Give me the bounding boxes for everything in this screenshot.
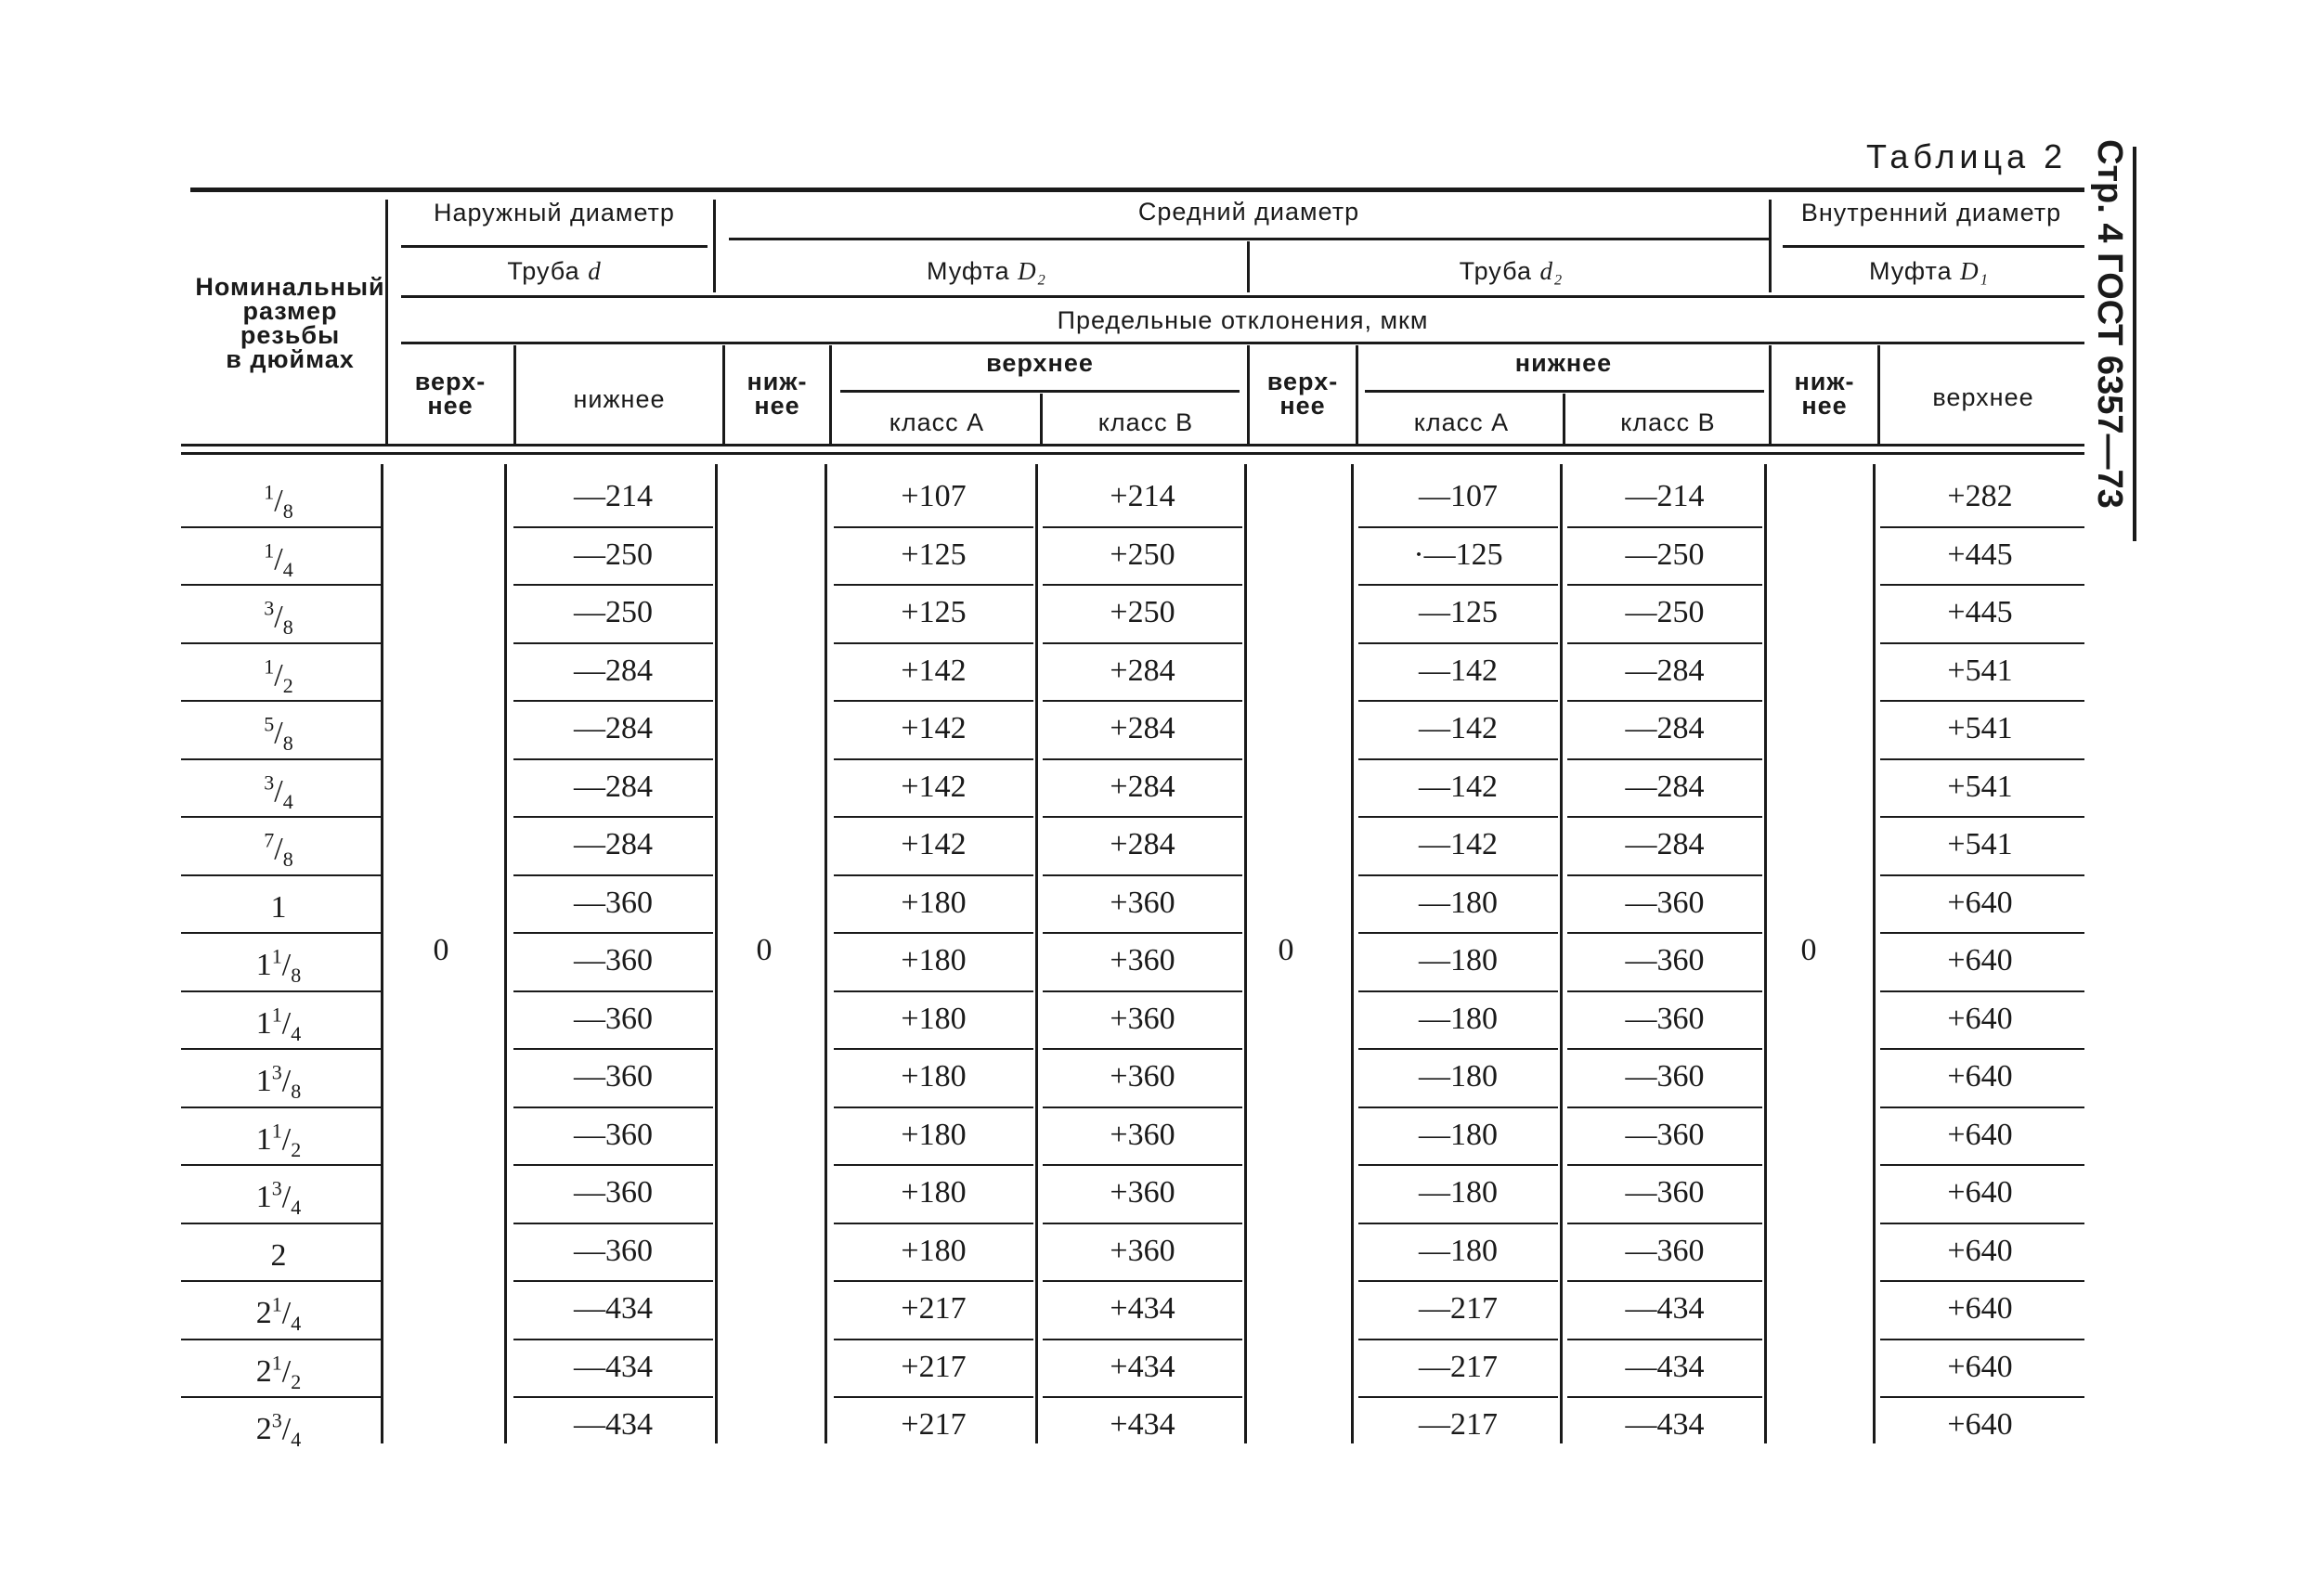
size-denominator: 4 (291, 1311, 302, 1335)
size-numerator: 3 (271, 1060, 282, 1084)
size-slash: / (281, 1296, 292, 1330)
cell-D2-b: +284 (1110, 711, 1175, 745)
cell-d2-b: —284 (1625, 827, 1705, 861)
vrule-h2 (722, 345, 725, 444)
cell-d2-a: —125 (1419, 595, 1498, 629)
cell-D1-upper: +640 (1947, 885, 2013, 920)
size-slash: / (281, 1180, 292, 1214)
cell-d2-a: —142 (1419, 711, 1498, 745)
size-slash: / (274, 773, 283, 809)
cell-d2-b: —434 (1625, 1407, 1705, 1442)
cell-D2-a: +125 (901, 537, 967, 572)
cell-d-lower: —214 (574, 479, 653, 513)
size-slash: / (274, 832, 283, 866)
vrule-b8 (1560, 464, 1563, 1443)
thread-size-cell (186, 589, 371, 645)
cell-D2-a: +142 (901, 711, 967, 745)
coupling-D2-lower-header (727, 369, 827, 418)
size-numerator: 7 (264, 828, 275, 852)
cell-D2-a: +180 (901, 885, 967, 920)
thread-size-cell (186, 648, 371, 704)
cell-d2-a: —180 (1419, 1175, 1498, 1210)
upper-hyph-2: нее (427, 392, 474, 420)
size-integer: 1 (255, 1005, 272, 1041)
size-numerator: 3 (264, 770, 275, 795)
cell-d2-a: —142 (1419, 769, 1498, 804)
cell-d2-b: —284 (1625, 769, 1705, 804)
cell-D1-upper: +640 (1947, 943, 2013, 977)
cell-d2-b: —284 (1625, 653, 1705, 688)
cell-D2-a: +125 (901, 595, 967, 629)
rule-lower-a (1365, 390, 1764, 393)
vrule-outer-middle (713, 200, 716, 292)
cell-d-lower: —360 (574, 1175, 653, 1210)
cell-D2-a: +180 (901, 1233, 967, 1268)
cell-D2-a: +180 (901, 1175, 967, 1210)
coupling-D1-lower-value: 0 (1800, 933, 1817, 967)
pipe-d-upper-value: 0 (433, 933, 449, 967)
size-numerator: 1 (264, 480, 275, 504)
size-slash: / (274, 484, 283, 518)
cell-D2-a: +180 (901, 943, 967, 977)
vrule-h9 (1877, 345, 1880, 444)
cell-D2-a: +217 (901, 1407, 967, 1442)
cell-d-lower: —360 (574, 1233, 653, 1268)
coupling-D2-upper-header: верхнее (986, 349, 1094, 377)
vrule-h5 (1247, 345, 1250, 444)
cell-D2-b: +360 (1110, 1001, 1175, 1036)
coupling-D2-label: Муфта (926, 257, 1010, 285)
pipe-d2-header (1253, 257, 1769, 285)
size-integer: 1 (255, 948, 272, 982)
vrule-b4 (824, 464, 827, 1443)
pipe-d2-lower-header: нижнее (1514, 349, 1613, 377)
cell-D1-upper: +640 (1947, 1291, 2013, 1326)
cell-D1-upper: +640 (1947, 1001, 2013, 1036)
vrule-h4 (1040, 394, 1043, 444)
cell-D1-upper: +541 (1947, 769, 2013, 804)
cell-D1-upper: +445 (1947, 537, 2013, 572)
lower-hyph-2b: нее (1801, 392, 1848, 420)
size-slash: / (281, 948, 292, 982)
cell-D1-upper: +640 (1947, 1233, 2013, 1268)
row-rule (181, 1107, 381, 1108)
vrule-middle-inner (1769, 200, 1772, 292)
cell-d2-a: —217 (1419, 1349, 1498, 1384)
coupling-D1-upper-header: верхнее (1932, 383, 2034, 411)
row-rule (181, 584, 381, 586)
size-numerator: 1 (271, 1003, 282, 1027)
size-numerator: 1 (264, 654, 275, 679)
cell-d2-b: —360 (1625, 943, 1705, 977)
size-numerator: 1 (271, 1292, 282, 1316)
vrule-b5 (1035, 464, 1038, 1443)
cell-D2-a: +180 (901, 1001, 967, 1036)
cell-D2-a: +107 (901, 479, 967, 513)
size-denominator: 8 (291, 963, 302, 987)
size-numerator: 1 (271, 944, 282, 968)
lower-hyph-2: нее (754, 392, 800, 420)
size-numerator: 1 (264, 538, 275, 563)
thread-size-cell (186, 1170, 371, 1225)
size-slash: / (281, 1005, 292, 1041)
cell-d2-b: —284 (1625, 711, 1705, 745)
size-slash: / (274, 600, 283, 634)
size-slash: / (274, 541, 283, 576)
row-rule (181, 526, 381, 528)
cell-d-lower: —434 (574, 1291, 653, 1326)
cell-d2-a: —180 (1419, 1233, 1498, 1268)
row-rule (181, 1048, 381, 1050)
size-integer: 2 (255, 1353, 272, 1389)
pipe-d-label: Труба (507, 257, 580, 285)
size-numerator: 5 (264, 712, 275, 736)
thread-size-cell (186, 1344, 371, 1400)
size-slash: / (281, 1121, 292, 1157)
cell-d2-b: —360 (1625, 1059, 1705, 1094)
coupling-D2-header (729, 257, 1244, 285)
size-denominator: 8 (282, 498, 293, 523)
cell-d2-b: —434 (1625, 1349, 1705, 1384)
header-bottom-rule-2 (181, 452, 2084, 455)
top-rule (190, 188, 2084, 192)
size-numerator: 3 (264, 596, 275, 620)
upper-hyph-1: верх- (414, 368, 487, 395)
cell-D1-upper: +640 (1947, 1175, 2013, 1210)
rule-middle-diameter (729, 238, 1769, 240)
cell-D2-a: +217 (901, 1349, 967, 1384)
pipe-d-lower-header: нижнее (573, 385, 666, 413)
cell-D1-upper: +541 (1947, 827, 2013, 861)
rule-outer-diameter (401, 245, 708, 248)
cell-d2-b: —360 (1625, 1001, 1705, 1036)
vrule-h3 (829, 345, 832, 444)
cell-D2-a: +142 (901, 653, 967, 688)
coupling-D1-lower-header (1773, 369, 1876, 418)
row-rule (181, 1223, 381, 1224)
cell-d-lower: —250 (574, 537, 653, 572)
cell-d-lower: —360 (574, 1059, 653, 1094)
cell-d-lower: —360 (574, 885, 653, 920)
size-denominator: 8 (291, 1079, 302, 1103)
row-rule (181, 816, 381, 818)
cell-D1-upper: +541 (1947, 711, 2013, 745)
cell-D2-a: +180 (901, 1059, 967, 1094)
cell-d-lower: —434 (574, 1349, 653, 1384)
size-numerator: 1 (271, 1119, 282, 1143)
size-numerator: 3 (271, 1176, 282, 1200)
cell-D2-b: +434 (1110, 1349, 1175, 1384)
size-integer: 1 (270, 889, 287, 925)
size-integer: 2 (255, 1412, 272, 1446)
cell-d2-a: —217 (1419, 1291, 1498, 1326)
cell-d2-a: —107 (1419, 479, 1498, 513)
cell-d2-a: —180 (1419, 1117, 1498, 1152)
size-denominator: 4 (291, 1021, 302, 1045)
rule-inner-diameter (1783, 245, 2084, 248)
thread-size-cell (186, 938, 371, 993)
vrule-b6 (1244, 464, 1247, 1443)
vrule-h8 (1769, 345, 1772, 444)
vrule-b1 (381, 464, 383, 1443)
rule-upper-a (840, 390, 1240, 393)
row-rule (181, 874, 381, 876)
cell-d-lower: —284 (574, 653, 653, 688)
cell-d2-b: —360 (1625, 1233, 1705, 1268)
row-rule (181, 1280, 381, 1282)
row-rule (181, 700, 381, 702)
row-rule (181, 758, 381, 760)
size-denominator: 2 (282, 673, 293, 697)
inner-diameter-header: Внутренний диаметр (1800, 199, 2062, 226)
size-slash: / (281, 1353, 292, 1389)
vrule-b9 (1764, 464, 1767, 1443)
size-denominator: 4 (282, 789, 293, 813)
rule-deviations (401, 342, 2084, 344)
pipe-d2-upper-value: 0 (1278, 933, 1294, 967)
size-denominator: 4 (282, 557, 293, 581)
size-denominator: 2 (291, 1137, 302, 1161)
pipe-d-var: d (588, 257, 602, 285)
cell-d-lower: —360 (574, 1117, 653, 1152)
vrule-h7 (1563, 394, 1565, 444)
nominal-line-4: в дюймах (226, 345, 355, 373)
cell-d2-b: —434 (1625, 1291, 1705, 1326)
vrule-h1 (513, 345, 516, 444)
cell-D1-upper: +640 (1947, 1117, 2013, 1152)
cell-D2-b: +250 (1110, 537, 1175, 572)
cell-d2-a: —180 (1419, 885, 1498, 920)
size-denominator: 8 (282, 847, 293, 871)
pipe-d2-label: Труба (1459, 257, 1532, 285)
cell-d-lower: —360 (574, 1001, 653, 1036)
row-rule (181, 990, 381, 992)
thread-size-cell (186, 880, 371, 936)
thread-size-cell (186, 705, 371, 761)
vrule-b7 (1351, 464, 1354, 1443)
coupling-D2-class-b: класс В (1097, 408, 1194, 436)
thread-size-cell (186, 532, 371, 588)
cell-d2-b: —360 (1625, 1175, 1705, 1210)
cell-D2-a: +217 (901, 1291, 967, 1326)
size-numerator: 1 (271, 1351, 282, 1375)
cell-D1-upper: +445 (1947, 595, 2013, 629)
row-rule (181, 932, 381, 934)
cell-D1-upper: +282 (1947, 479, 2013, 513)
cell-D2-b: +360 (1110, 1175, 1175, 1210)
cell-d2-b: —250 (1625, 595, 1705, 629)
row-rule (181, 1339, 381, 1340)
thread-size-cell (186, 473, 371, 529)
size-slash: / (281, 1412, 292, 1446)
size-integer: 2 (255, 1296, 272, 1330)
thread-size-cell (186, 822, 371, 877)
vrule-b3 (715, 464, 718, 1443)
cell-d2-a: —180 (1419, 943, 1498, 977)
cell-d-lower: —284 (574, 827, 653, 861)
cell-d2-b: —360 (1625, 885, 1705, 920)
vrule-b2 (504, 464, 507, 1443)
size-integer: 1 (255, 1121, 272, 1157)
nominal-line-3: резьбы (240, 321, 341, 349)
pipe-d-upper-header (390, 369, 511, 418)
pipe-d2-upper-header (1252, 369, 1354, 418)
size-slash: / (281, 1064, 292, 1098)
size-denominator: 4 (291, 1195, 302, 1219)
size-denominator: 4 (291, 1427, 302, 1451)
rule-subheaders (401, 295, 2084, 298)
vrule-h6 (1356, 345, 1358, 444)
cell-D2-b: +360 (1110, 1059, 1175, 1094)
cell-d2-a: —142 (1419, 827, 1498, 861)
thread-size-cell (186, 1286, 371, 1341)
coupling-D2-lower-value: 0 (756, 933, 773, 967)
cell-d2-a: —180 (1419, 1059, 1498, 1094)
thread-size-cell (186, 1054, 371, 1109)
thread-size-cell (186, 1402, 371, 1457)
cell-D1-upper: +541 (1947, 653, 2013, 688)
cell-d2-a: —180 (1419, 1001, 1498, 1036)
cell-d-lower: —284 (574, 769, 653, 804)
coupling-D2-class-a: класс А (889, 408, 985, 436)
size-denominator: 8 (282, 731, 293, 755)
cell-d2-b: —250 (1625, 537, 1705, 572)
pipe-d2-class-b: класс В (1620, 408, 1716, 436)
thread-size-cell (186, 764, 371, 820)
cell-D2-b: +284 (1110, 769, 1175, 804)
cell-D2-b: +434 (1110, 1291, 1175, 1326)
thread-size-cell (186, 1228, 371, 1284)
coupling-D1-header (1773, 257, 2084, 285)
outer-diameter-header: Наружный диаметр (434, 199, 675, 226)
vrule-b10 (1873, 464, 1876, 1443)
cell-d2-a: ·—125 (1413, 537, 1503, 572)
cell-d-lower: —250 (574, 595, 653, 629)
coupling-D1-var: D₁ (1960, 257, 1990, 285)
cell-d2-a: —142 (1419, 653, 1498, 688)
cell-D1-upper: +640 (1947, 1059, 2013, 1094)
size-numerator: 3 (271, 1408, 282, 1432)
cell-D2-b: +360 (1110, 1233, 1175, 1268)
upper-hyph-1b: верх- (1266, 368, 1339, 395)
cell-D2-a: +142 (901, 769, 967, 804)
cell-D2-b: +360 (1110, 1117, 1175, 1152)
page-reference: Стр. 4 ГОСТ 6357—73 (2090, 139, 2129, 509)
cell-d-lower: —360 (574, 943, 653, 977)
cell-D2-a: +142 (901, 827, 967, 861)
cell-D2-b: +284 (1110, 827, 1175, 861)
row-rule (181, 642, 381, 644)
pipe-d2-class-a: класс А (1413, 408, 1510, 436)
table-title: Таблица 2 (1866, 137, 2068, 175)
thread-size-cell (186, 1112, 371, 1168)
nominal-line-2: размер (242, 297, 338, 325)
nominal-line-1: Номинальный (195, 273, 385, 301)
cell-d-lower: —434 (574, 1407, 653, 1442)
cell-D2-b: +214 (1110, 479, 1175, 513)
size-denominator: 8 (282, 615, 293, 639)
cell-d-lower: —284 (574, 711, 653, 745)
cell-D2-a: +180 (901, 1117, 967, 1152)
cell-d2-b: —214 (1625, 479, 1705, 513)
size-integer: 2 (270, 1237, 287, 1273)
size-integer: 1 (255, 1064, 272, 1098)
cell-D2-b: +284 (1110, 653, 1175, 688)
row-rule (181, 1396, 381, 1398)
header-bottom-rule-1 (181, 444, 2084, 447)
cell-D1-upper: +640 (1947, 1407, 2013, 1442)
size-slash: / (274, 657, 283, 692)
vrule-middle-split (1247, 241, 1250, 292)
middle-diameter-header: Средний диаметр (1137, 198, 1360, 226)
cell-d2-a: —217 (1419, 1407, 1498, 1442)
size-denominator: 2 (291, 1369, 302, 1393)
coupling-D2-var: D₂ (1018, 257, 1047, 285)
lower-hyph-1: ниж- (747, 368, 808, 395)
coupling-D1-label: Муфта (1868, 257, 1953, 285)
cell-D2-b: +360 (1110, 943, 1175, 977)
cell-D1-upper: +640 (1947, 1349, 2013, 1384)
thread-size-cell (186, 996, 371, 1052)
cell-D2-b: +250 (1110, 595, 1175, 629)
pipe-d2-var: d₂ (1539, 257, 1564, 285)
cell-D2-b: +360 (1110, 885, 1175, 920)
upper-hyph-2b: нее (1279, 392, 1326, 420)
size-slash: / (274, 716, 283, 750)
deviations-header: Предельные отклонения, мкм (1057, 306, 1429, 334)
size-integer: 1 (255, 1180, 272, 1214)
cell-d2-b: —360 (1625, 1117, 1705, 1152)
pipe-d-header (401, 257, 708, 285)
nominal-size-header (190, 275, 390, 371)
row-rule (181, 1164, 381, 1166)
lower-hyph-1b: ниж- (1794, 368, 1855, 395)
cell-D2-b: +434 (1110, 1407, 1175, 1442)
